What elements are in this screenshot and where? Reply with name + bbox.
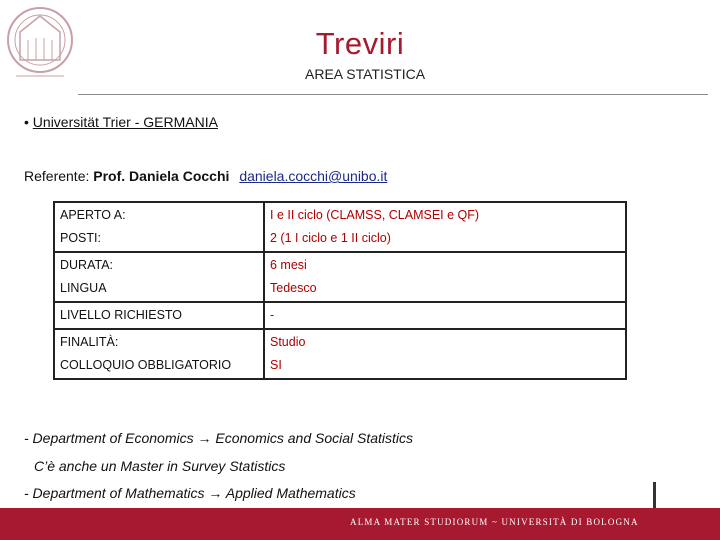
value-livello: - [270, 308, 275, 322]
page-title: Treviri [315, 26, 405, 61]
key-livello: LIVELLO RICHIESTO [60, 308, 183, 322]
referent-label: Referente: [24, 168, 90, 184]
referent-email-link[interactable]: daniela.cocchi@unibo.it [239, 168, 388, 184]
table-row [54, 329, 626, 379]
referent-name: Prof. Daniela Cocchi [93, 168, 230, 184]
value-lingua: Tedesco [270, 281, 317, 295]
table-row [54, 302, 626, 329]
table-row [54, 202, 626, 252]
table-key-cell [54, 329, 264, 379]
value-posti: 2 (1 I ciclo e 1 II ciclo) [270, 231, 391, 245]
table-row [54, 252, 626, 302]
table-value-cell [264, 202, 626, 252]
footer-band [0, 508, 720, 540]
key-durata: DURATA: [60, 258, 114, 272]
bullet-marker: • [24, 114, 29, 130]
key-posti: POSTI: [60, 231, 101, 245]
exchange-info-table [53, 201, 627, 380]
table-key-cell [54, 302, 264, 329]
value-aperto: I e II ciclo (CLAMSS, CLAMSEI e QF) [270, 208, 480, 222]
referent-line [24, 168, 387, 184]
key-finalita: FINALITÀ: [60, 335, 119, 349]
table-value-cell [264, 252, 626, 302]
page-subtitle: AREA STATISTICA [305, 66, 426, 82]
value-finalita: Studio [270, 335, 306, 349]
value-colloquio: SI [270, 358, 282, 372]
note-master: C’è anche un Master in Survey Statistics [34, 458, 286, 474]
key-colloquio: COLLOQUIO OBBLIGATORIO [60, 358, 232, 372]
value-durata: 6 mesi [270, 258, 307, 272]
table-key-cell [54, 202, 264, 252]
footer-text: ALMA MATER STUDIORUM ~ UNIVERSITÀ DI BOLOGNA [350, 517, 639, 527]
table-value-cell [264, 329, 626, 379]
note-economics: - Department of Economics → Economics and Social Statistics [24, 430, 414, 446]
key-lingua: LINGUA [60, 281, 107, 295]
header-divider [78, 94, 708, 95]
note-mathematics: - Department of Mathematics → Applied Mathematics [24, 485, 356, 501]
table-key-cell [54, 252, 264, 302]
key-aperto: APERTO A: [60, 208, 126, 222]
table-value-cell [264, 302, 626, 329]
university-bullet [24, 114, 218, 130]
university-name: Universität Trier - GERMANIA [32, 114, 218, 130]
